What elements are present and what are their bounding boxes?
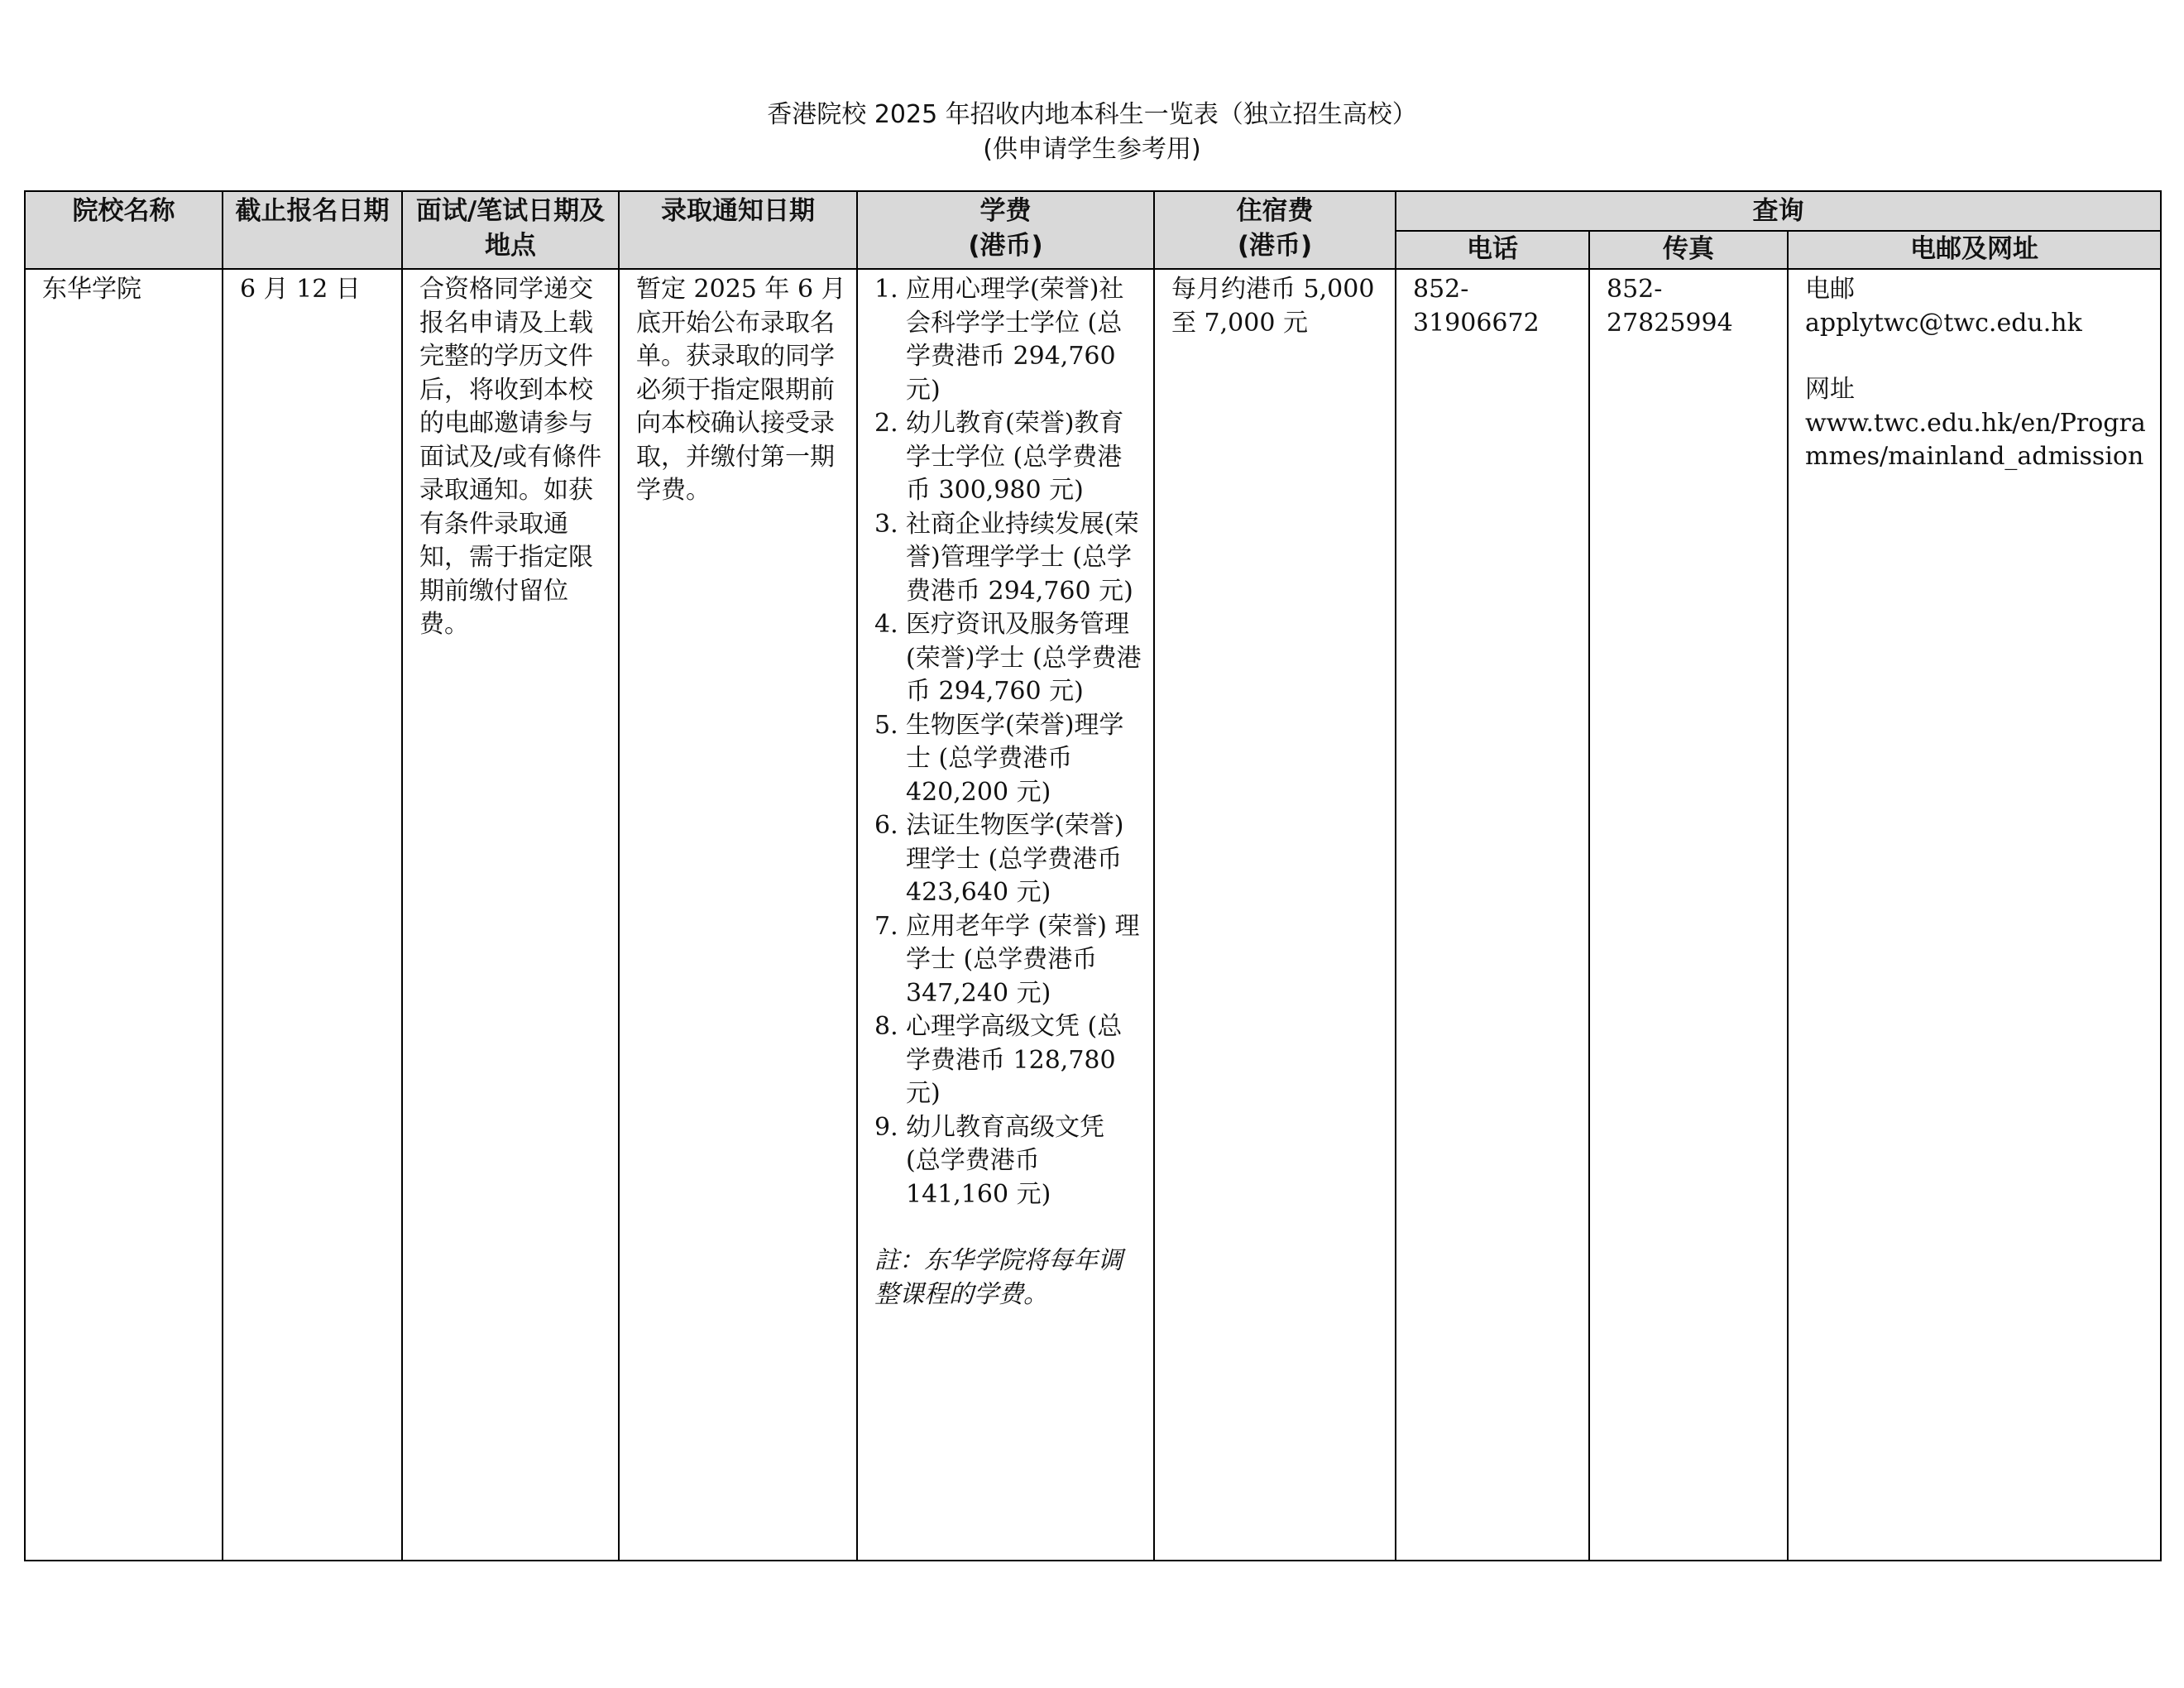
col-header-enquiry: 查询 [1396,191,2161,231]
cell-email-web [1788,269,2161,1561]
page-header [0,98,2184,167]
cell-institution: 东华学院 [25,269,223,1561]
list-item-number: 5. [874,710,898,740]
cell-tuition [857,269,1154,1561]
col-header-institution: 院校名称 [25,191,223,269]
list-item-number: 8. [874,1012,898,1041]
col-header-tuition: 学费 (港币) [857,191,1154,269]
col-header-deadline: 截止报名日期 [223,191,402,269]
col-header-fax: 传真 [1589,231,1788,269]
email-label: 电邮 [1805,275,1855,304]
list-item-text: 幼儿教育高级文凭 (总学费港币 141,160 元) [906,1112,1104,1209]
list-item [874,1111,1147,1212]
list-item-number: 3. [874,509,898,539]
email-link[interactable]: applytwc@twc.edu.hk [1805,308,2082,338]
list-item [874,608,1147,709]
page-subtitle: (供申请学生参考用) [983,135,1201,164]
col-header-admission-notice: 录取通知日期 [619,191,857,269]
list-item [874,1010,1147,1111]
list-item-text: 应用老年学 (荣誉) 理学士 (总学费港币 347,240 元) [906,911,1140,1008]
col-header-interview: 面试/笔试日期及地点 [402,191,619,269]
col-header-accommodation: 住宿费 (港币) [1154,191,1396,269]
list-item [874,508,1147,609]
list-item-text: 社商企业持续发展(荣誉)管理学学士 (总学费港币 294,760 元) [906,509,1139,606]
cell-accommodation: 每月约港币 5,000 至 7,000 元 [1154,269,1396,1561]
list-item-number: 4. [874,610,898,639]
table-header-row [25,191,2161,231]
cell-fax: 852-27825994 [1589,269,1788,1561]
list-item [874,407,1147,508]
page-title: 香港院校 2025 年招收内地本科生一览表（独立招生高校） [767,100,1417,129]
list-item-number: 7. [874,911,898,941]
col-header-email-web: 电邮及网址 [1788,231,2161,269]
list-item-text: 心理学高级文凭 (总学费港币 128,780 元) [906,1012,1123,1108]
cell-interview: 合资格同学递交报名申请及上载完整的学历文件后，将收到本校的电邮邀请参与面试及/或有條件录取通知。如获有条件录取通知，需于指定限期前缴付留位费。 [402,269,619,1561]
admissions-table [24,190,2162,1561]
list-item-number: 2. [874,409,898,438]
list-item [874,709,1147,810]
tuition-list [874,273,1147,1211]
list-item-text: 医疗资讯及服务管理(荣誉)学士 (总学费港币 294,760 元) [906,610,1142,706]
tuition-note: 註：东华学院将每年调整课程的学费。 [874,1246,1123,1309]
table-row [25,269,2161,1561]
col-header-phone: 电话 [1396,231,1589,269]
list-item [874,910,1147,1011]
spacer [1805,340,2153,373]
list-item-number: 9. [874,1112,898,1142]
list-item-text: 幼儿教育(荣誉)教育学士学位 (总学费港币 300,980 元) [906,409,1124,505]
list-item [874,809,1147,910]
list-item-number: 6. [874,811,898,840]
list-item-text: 应用心理学(荣誉)社会科学学士学位 (总学费港币 294,760 元) [906,275,1124,405]
list-item-text: 生物医学(荣誉)理学士 (总学费港币 420,200 元) [906,710,1124,807]
website-label: 网址 [1805,375,1855,404]
list-item-number: 1. [874,275,898,304]
cell-deadline: 6 月 12 日 [223,269,402,1561]
list-item-text: 法证生物医学(荣誉)理学士 (总学费港币 423,640 元) [906,811,1124,907]
list-item [874,273,1147,407]
website-link[interactable]: www.twc.edu.hk/en/Programmes/mainland_admission [1805,408,2146,471]
cell-admission-notice: 暂定 2025 年 6 月底开始公布录取名单。获录取的同学必须于指定限期前向本校确认接受录取，并缴付第一期学费。 [619,269,857,1561]
cell-phone: 852-31906672 [1396,269,1589,1561]
